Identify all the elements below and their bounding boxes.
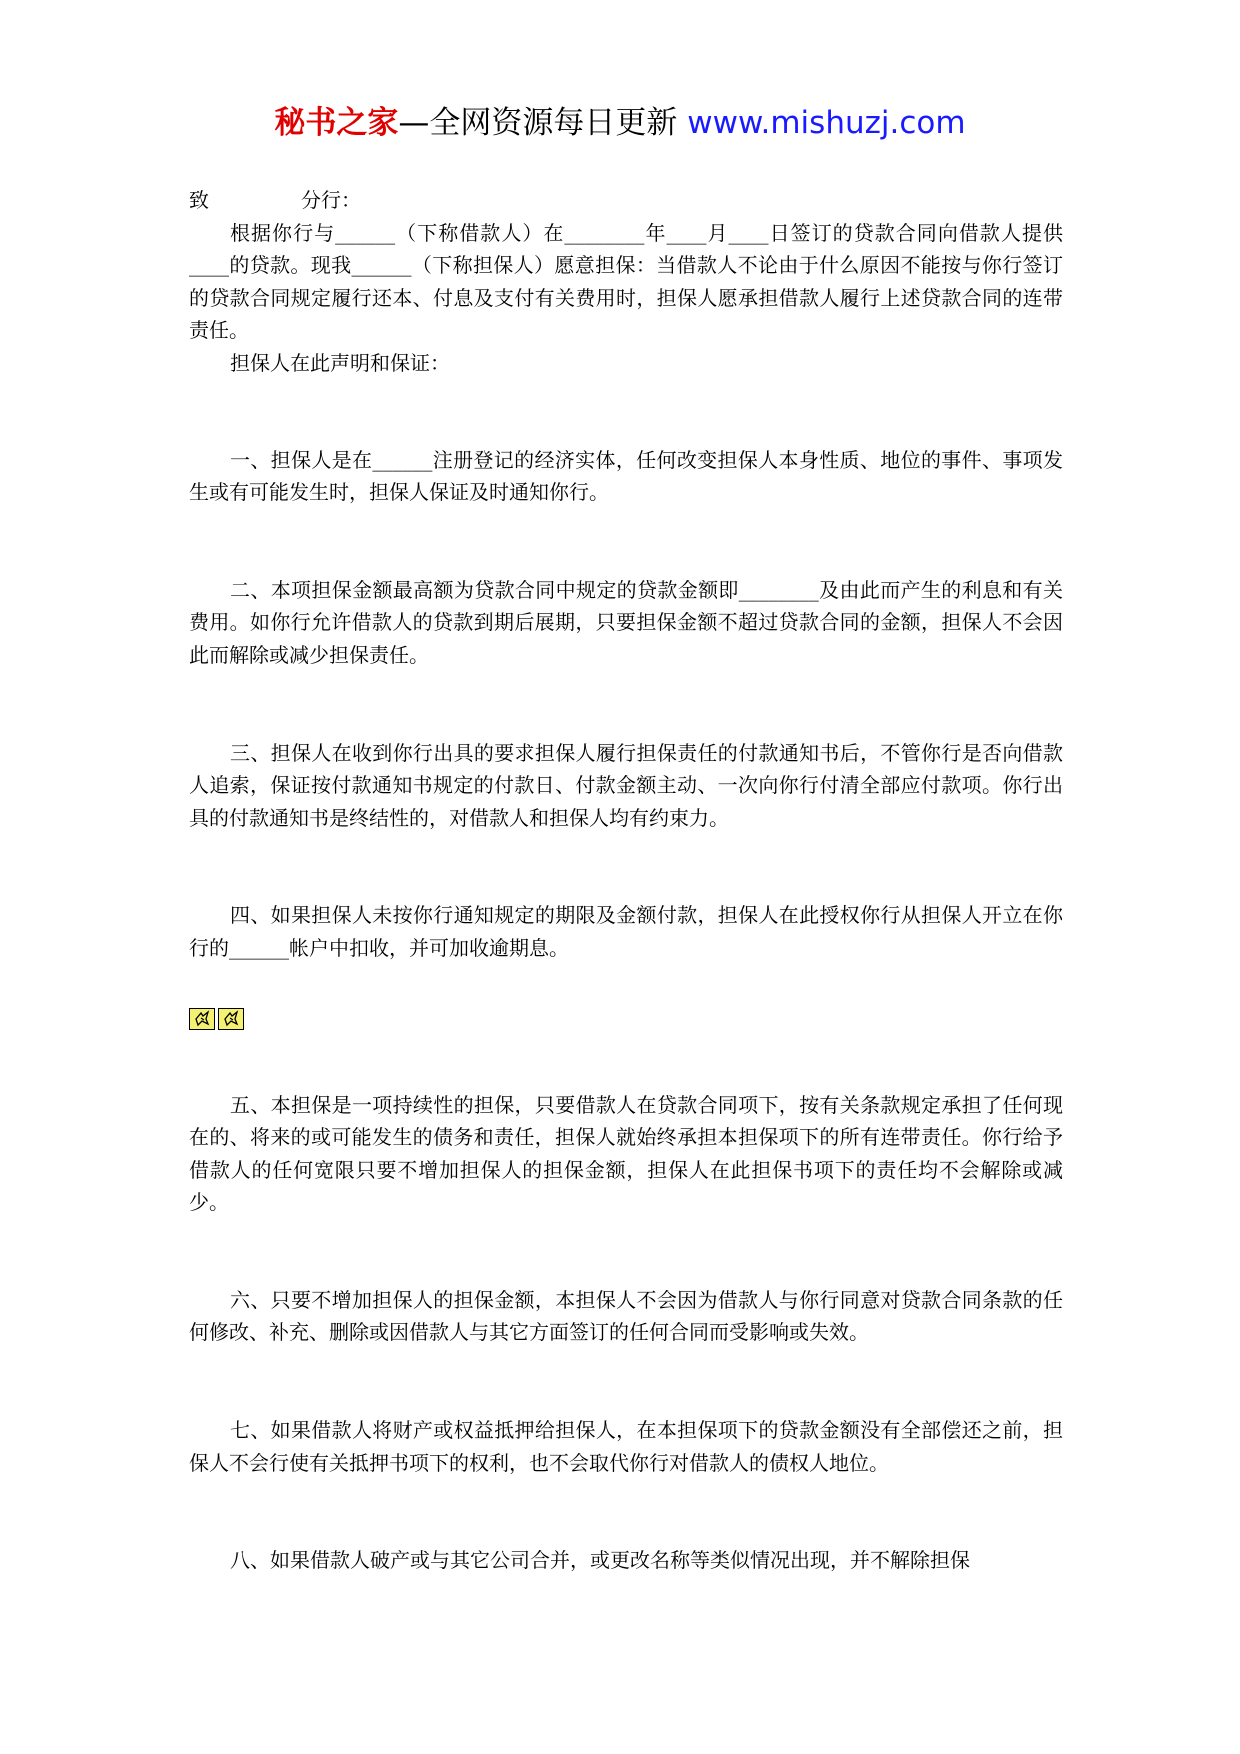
clause-8: 八、如果借款人破产或与其它公司合并，或更改名称等类似情况出现，并不解除担保 — [230, 1548, 970, 1573]
salutation — [189, 184, 1063, 217]
clause-4: 四、如果担保人未按你行通知规定的期限及金额付款，担保人在此授权你行从担保人开立在你行的______帐户中扣收，并可加收逾期息。 — [189, 903, 1063, 960]
declaration-paragraph: 担保人在此声明和保证： — [230, 350, 450, 375]
clause-1: 一、担保人是在______注册登记的经济实体，任何改变担保人本身性质、地位的事件、事项发生或有可能发生时，担保人保证及时通知你行。 — [189, 447, 1063, 505]
clause-7: 七、如果借款人将财产或权益抵押给担保人，在本担保项下的贷款金额没有全部偿还之前，担保人不会行使有关抵押书项下的权利，也不会取代你行对借款人的债权人地位。 — [189, 1418, 1063, 1475]
document-body — [189, 184, 1063, 1577]
intro-paragraph: 根据你行与______（下称借款人）在________年____月____日签订的贷款合同向借款人提供____的贷款。现我______（下称担保人）愿意担保：当借款人不论由于什么原因不能按与你行签订的贷款合同规定履行还本、付息及支付有关费用时，担保人愿承担借款人履行上述贷款合同的连带责任。 — [189, 220, 1063, 343]
field-code-icon — [189, 1008, 215, 1030]
salutation-to: 致 — [189, 188, 209, 212]
field-code-icons — [189, 1008, 1063, 1032]
clause-5: 五、本担保是一项持续性的担保，只要借款人在贷款合同项下，按有关条款规定承担了任何现在的、将来的或可能发生的债务和责任，担保人就始终承担本担保项下的所有连带责任。你行给予借款人的任何宽限只要不增加担保人的担保金额，担保人在此担保书项下的责任均不会解除或减少。 — [189, 1092, 1063, 1215]
field-code-icon — [218, 1008, 244, 1030]
site-name: 秘书之家 — [274, 105, 399, 141]
clause-2: 二、本项担保金额最高额为贷款合同中规定的贷款金额即________及由此而产生的利息和有关费用。如你行允许借款人的贷款到期后展期，只要担保金额不超过贷款合同的金额，担保人不会因此而解除或减少担保责任。 — [189, 577, 1063, 667]
header-tagline: —全网资源每日更新 — [398, 105, 688, 141]
salutation-branch: 分行： — [301, 188, 361, 212]
site-url-link[interactable]: www.mishuzj.com — [687, 105, 966, 141]
clause-3: 三、担保人在收到你行出具的要求担保人履行担保责任的付款通知书后，不管你行是否向借款人追索，保证按付款通知书规定的付款日、付款金额主动、一次向你行付清全部应付款项。你行出具的付款通知书是终结性的，对借款人和担保人均有约束力。 — [189, 740, 1063, 830]
page-header — [0, 100, 1240, 146]
clause-6: 六、只要不增加担保人的担保金额，本担保人不会因为借款人与你行同意对贷款合同条款的任何修改、补充、删除或因借款人与其它方面签订的任何合同而受影响或失效。 — [189, 1287, 1063, 1345]
